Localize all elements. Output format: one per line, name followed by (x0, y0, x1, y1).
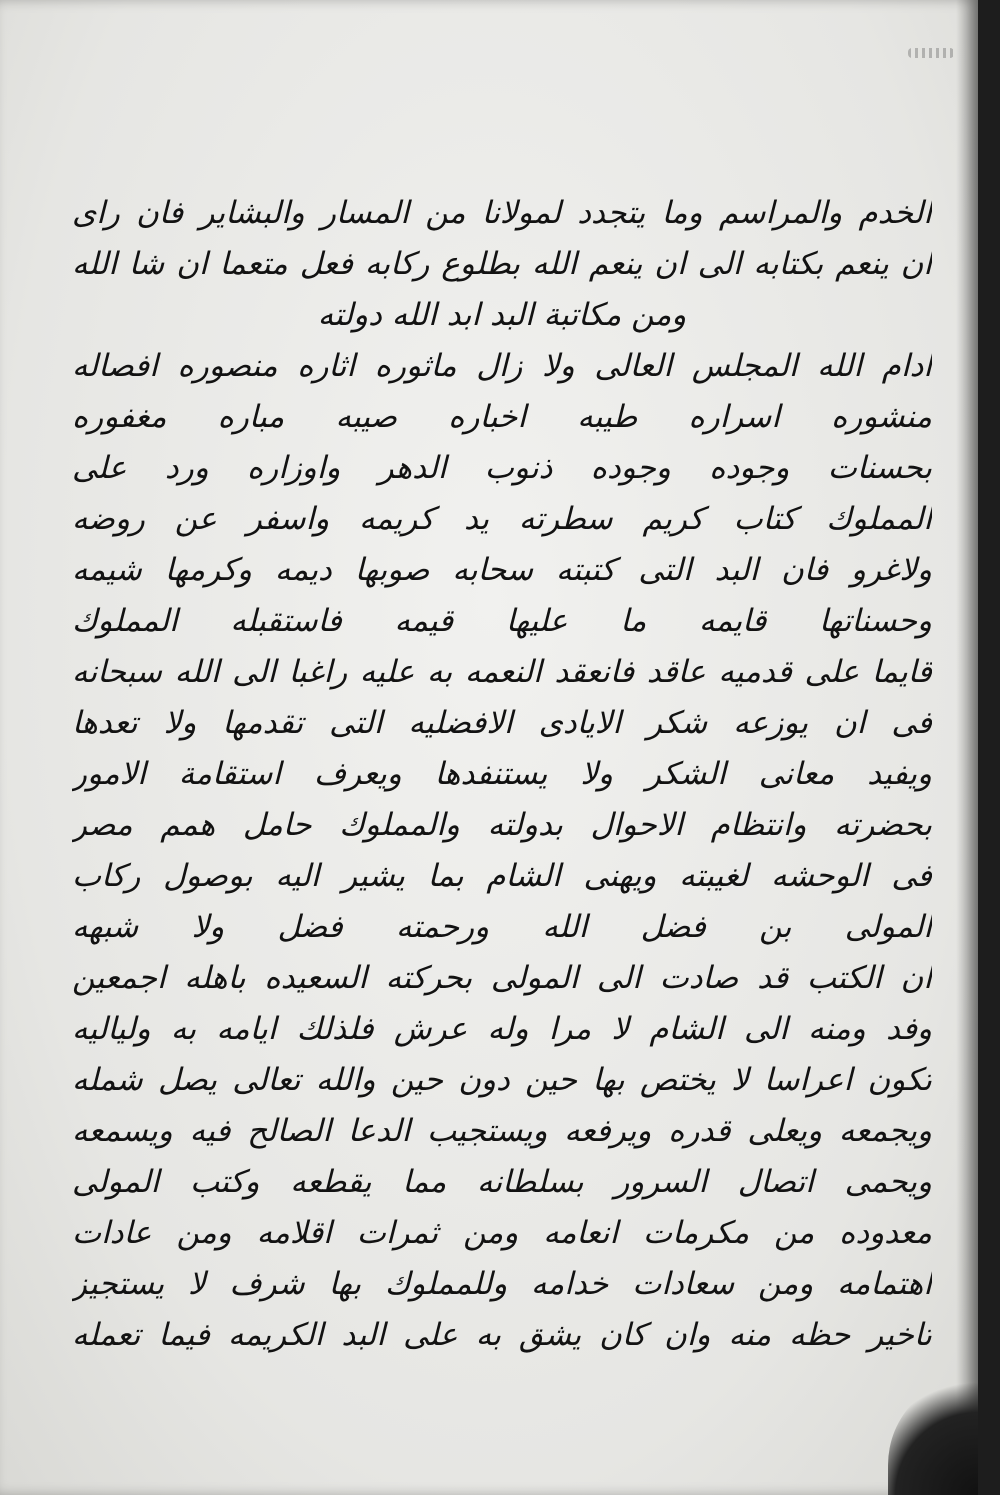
text-line: تكون اعراسا لا يختص بها حين دون حين والله تعالى يصل شمله (72, 1062, 932, 1098)
text-line: المملوك كتاب كريم سطرته يد كريمه واسفر عن روضه (72, 501, 932, 537)
text-line: قايما على قدميه عاقد فانعقد النعمه به عليه راغبا الى الله سبحانه (72, 654, 932, 690)
text-line: ولاغرو فان البد التى كتبته سحابه صوبها ديمه وكرمها شيمه (72, 552, 932, 588)
text-line: الخدم والمراسم وما يتجدد لمولانا من المسار والبشاير فان راى (72, 195, 932, 231)
section-heading-line: ومن مكاتبة البد ابد الله دولته (317, 297, 687, 333)
text-line: منشوره اسراره طيبه اخباره صيبه مباره مغفوره (72, 399, 932, 435)
text-line: ويحمى اتصال السرور بسلطانه مما يقطعه وكتب المولى (72, 1164, 932, 1200)
text-line: ويفيد معانى الشكر ولا يستنفدها ويعرف استقامة الامور (72, 756, 932, 792)
page-corner-shadow (888, 1375, 978, 1495)
text-line: معدوده من مكرمات انعامه ومن ثمرات اقلامه ومن عادات (72, 1215, 932, 1251)
text-line: المولى بن فضل الله ورحمته فضل ولا شبهه (72, 909, 932, 945)
text-line: بحضرته وانتظام الاحوال بدولته والمملوك حامل همم مصر (72, 807, 932, 843)
text-line: اهتمامه ومن سعادات خدامه وللمملوك بها شرف لا يستجيز (72, 1266, 932, 1302)
text-line: بحسنات وجوده وجوده ذنوب الدهر واوزاره ورد على (72, 450, 932, 486)
text-line: تاخير حظه منه وان كان يشق به على البد الكريمه فيما تعمله (72, 1317, 932, 1353)
manuscript-text-block (72, 188, 932, 1361)
text-line: وحسناتها قايمه ما عليها قيمه فاستقبله المملوك (72, 603, 932, 639)
text-line: ان الكتب قد صادت الى المولى بحركته السعيده باهله اجمعين (72, 960, 932, 996)
text-line: فى الوحشه لغيبته ويهنى الشام بما يشير اليه بوصول ركاب (72, 858, 932, 894)
library-stamp-mark (908, 48, 954, 58)
text-line: ان ينعم بكتابه الى ان ينعم الله بطلوع ركابه فعل متعما ان شا الله (72, 246, 932, 282)
text-line: ويجمعه ويعلى قدره ويرفعه ويستجيب الدعا الصالح فيه ويسمعه (72, 1113, 932, 1149)
text-line: ادام الله المجلس العالى ولا زال ماثوره اثاره منصوره افصاله (72, 348, 932, 384)
text-line: فى ان يوزعه شكر الايادى الافضليه التى تقدمها ولا تعدها (72, 705, 932, 741)
text-line: وفد ومنه الى الشام لا مرا وله عرش فلذلك ايامه به ولياليه (72, 1011, 932, 1047)
